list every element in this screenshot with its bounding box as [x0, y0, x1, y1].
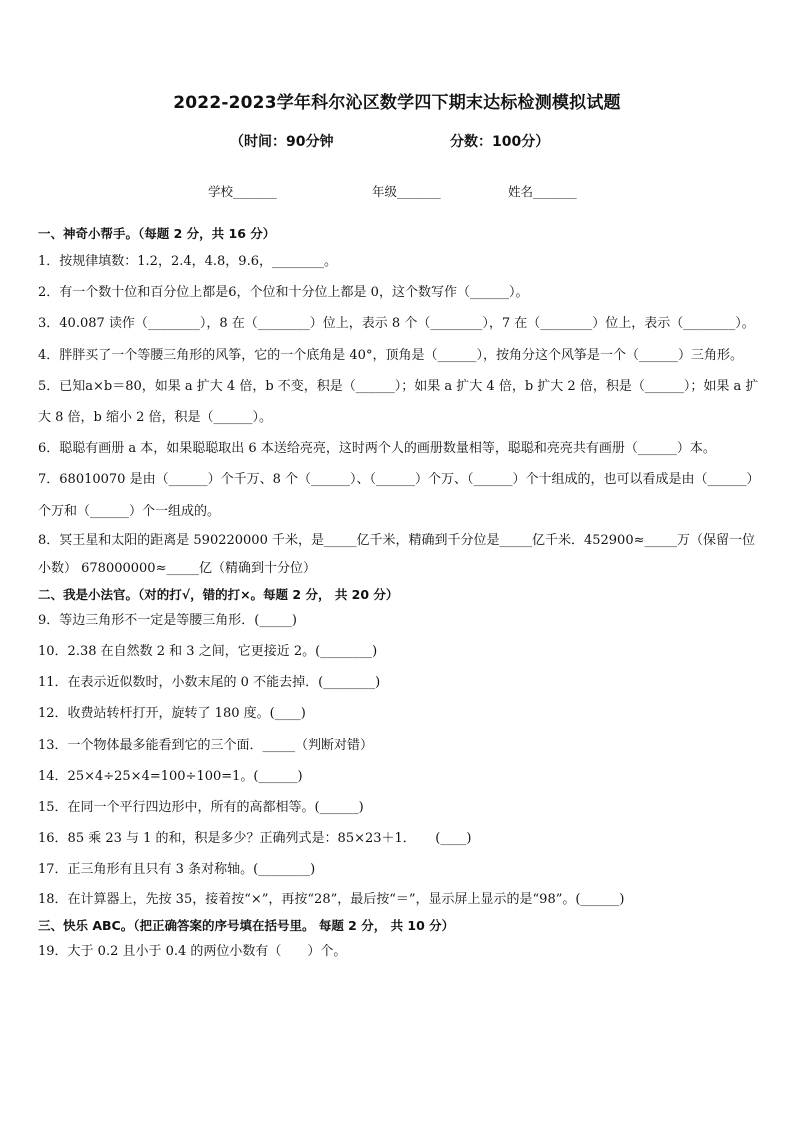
exam-time: （时间：90分钟	[230, 134, 334, 150]
question-10: 10．2.38 在自然数 2 和 3 之间，它更接近 2。(________)	[38, 644, 378, 660]
question-2: 2．有一个数十位和百分位上都是6，个位和十分位上都是 0，这个数写作（______）。	[38, 285, 529, 301]
question-13: 13．一个物体最多能看到它的三个面．_____（判断对错）	[38, 737, 374, 753]
question-18: 18．在计算器上，先按 35，接着按“×”，再按“28”，最后按“＝”，显示屏上显示的是“98”。(______)	[38, 891, 625, 907]
question-12: 12．收费站转杆打开，旋转了 180 度。(____)	[38, 706, 306, 722]
exam-content	[38, 222, 760, 967]
question-3: 3．40.087 读作（________），8 在（________）位上，表示 8 个（________），7 在（________）位上，表示（________）。	[38, 316, 755, 332]
exam-score: 分数：100分）	[450, 134, 550, 150]
question-5: 5．已知a×b＝80，如果 a 扩大 4 倍，b 不变，积是（______）；如果 a 扩大 4 倍，b 扩大 2 倍，积是（______）；如果 a 扩大 8 倍，b 缩小 2 倍，积是（______）。	[38, 378, 759, 426]
question-15: 15．在同一个平行四边形中，所有的高都相等。(______)	[38, 800, 364, 816]
question-7: 7．68010070 是由（______）个千万、8 个（______）、（______）个万、（______）个十组成的，也可以看成是由（______）个万和（______）个一组成的。	[38, 472, 760, 519]
question-11: 11．在表示近似数时，小数末尾的 0 不能去掉．(________)	[38, 675, 381, 691]
school-field: 学校_______	[208, 184, 277, 199]
question-1: 1．按规律填数：1.2，2.4，4.8，9.6，________。	[38, 254, 337, 269]
question-8: 8．冥王星和太阳的距离是 590220000 千米，是_____亿千米，精确到千分位是_____亿千米．452900≈_____万（保留一位小数） 678000000≈_____亿（精确到十分位）	[38, 532, 755, 576]
question-19: 19．大于 0.2 且小于 0.4 的两位小数有（ ）个。	[38, 943, 347, 959]
question-14: 14．25×4÷25×4=100÷100=1。(______)	[38, 768, 303, 784]
question-4: 4．胖胖买了一个等腰三角形的风筝，它的一个底角是 40°，顶角是（______），按角分这个风筝是一个（______）三角形。	[38, 347, 743, 363]
question-9: 9．等边三角形不一定是等腰三角形．(_____)	[38, 612, 297, 628]
section-heading-2: 二、我是小法官。（对的打√，错的打×。每题 2 分， 共 20 分）	[38, 586, 399, 602]
question-16: 16．85 乘 23 与 1 的和，积是多少？正确列式是：85×23＋1． (____)	[38, 831, 472, 847]
question-6: 6．聪聪有画册 a 本，如果聪聪取出 6 本送给亮亮，这时两个人的画册数量相等，聪聪和亮亮共有画册（______）本。	[38, 441, 716, 457]
section-heading-3: 三、快乐 ABC。（把正确答案的序号填在括号里。 每题 2 分， 共 10 分）	[38, 917, 455, 933]
section-heading-1: 一、神奇小帮手。（每题 2 分，共 16 分）	[38, 226, 276, 241]
question-17: 17．正三角形有且只有 3 条对称轴。(________)	[38, 862, 316, 878]
grade-field: 年级_______	[372, 184, 441, 199]
name-field: 姓名_______	[508, 184, 577, 199]
page-title: 2022-2023学年科尔沁区数学四下期末达标检测模拟试题	[173, 93, 621, 113]
